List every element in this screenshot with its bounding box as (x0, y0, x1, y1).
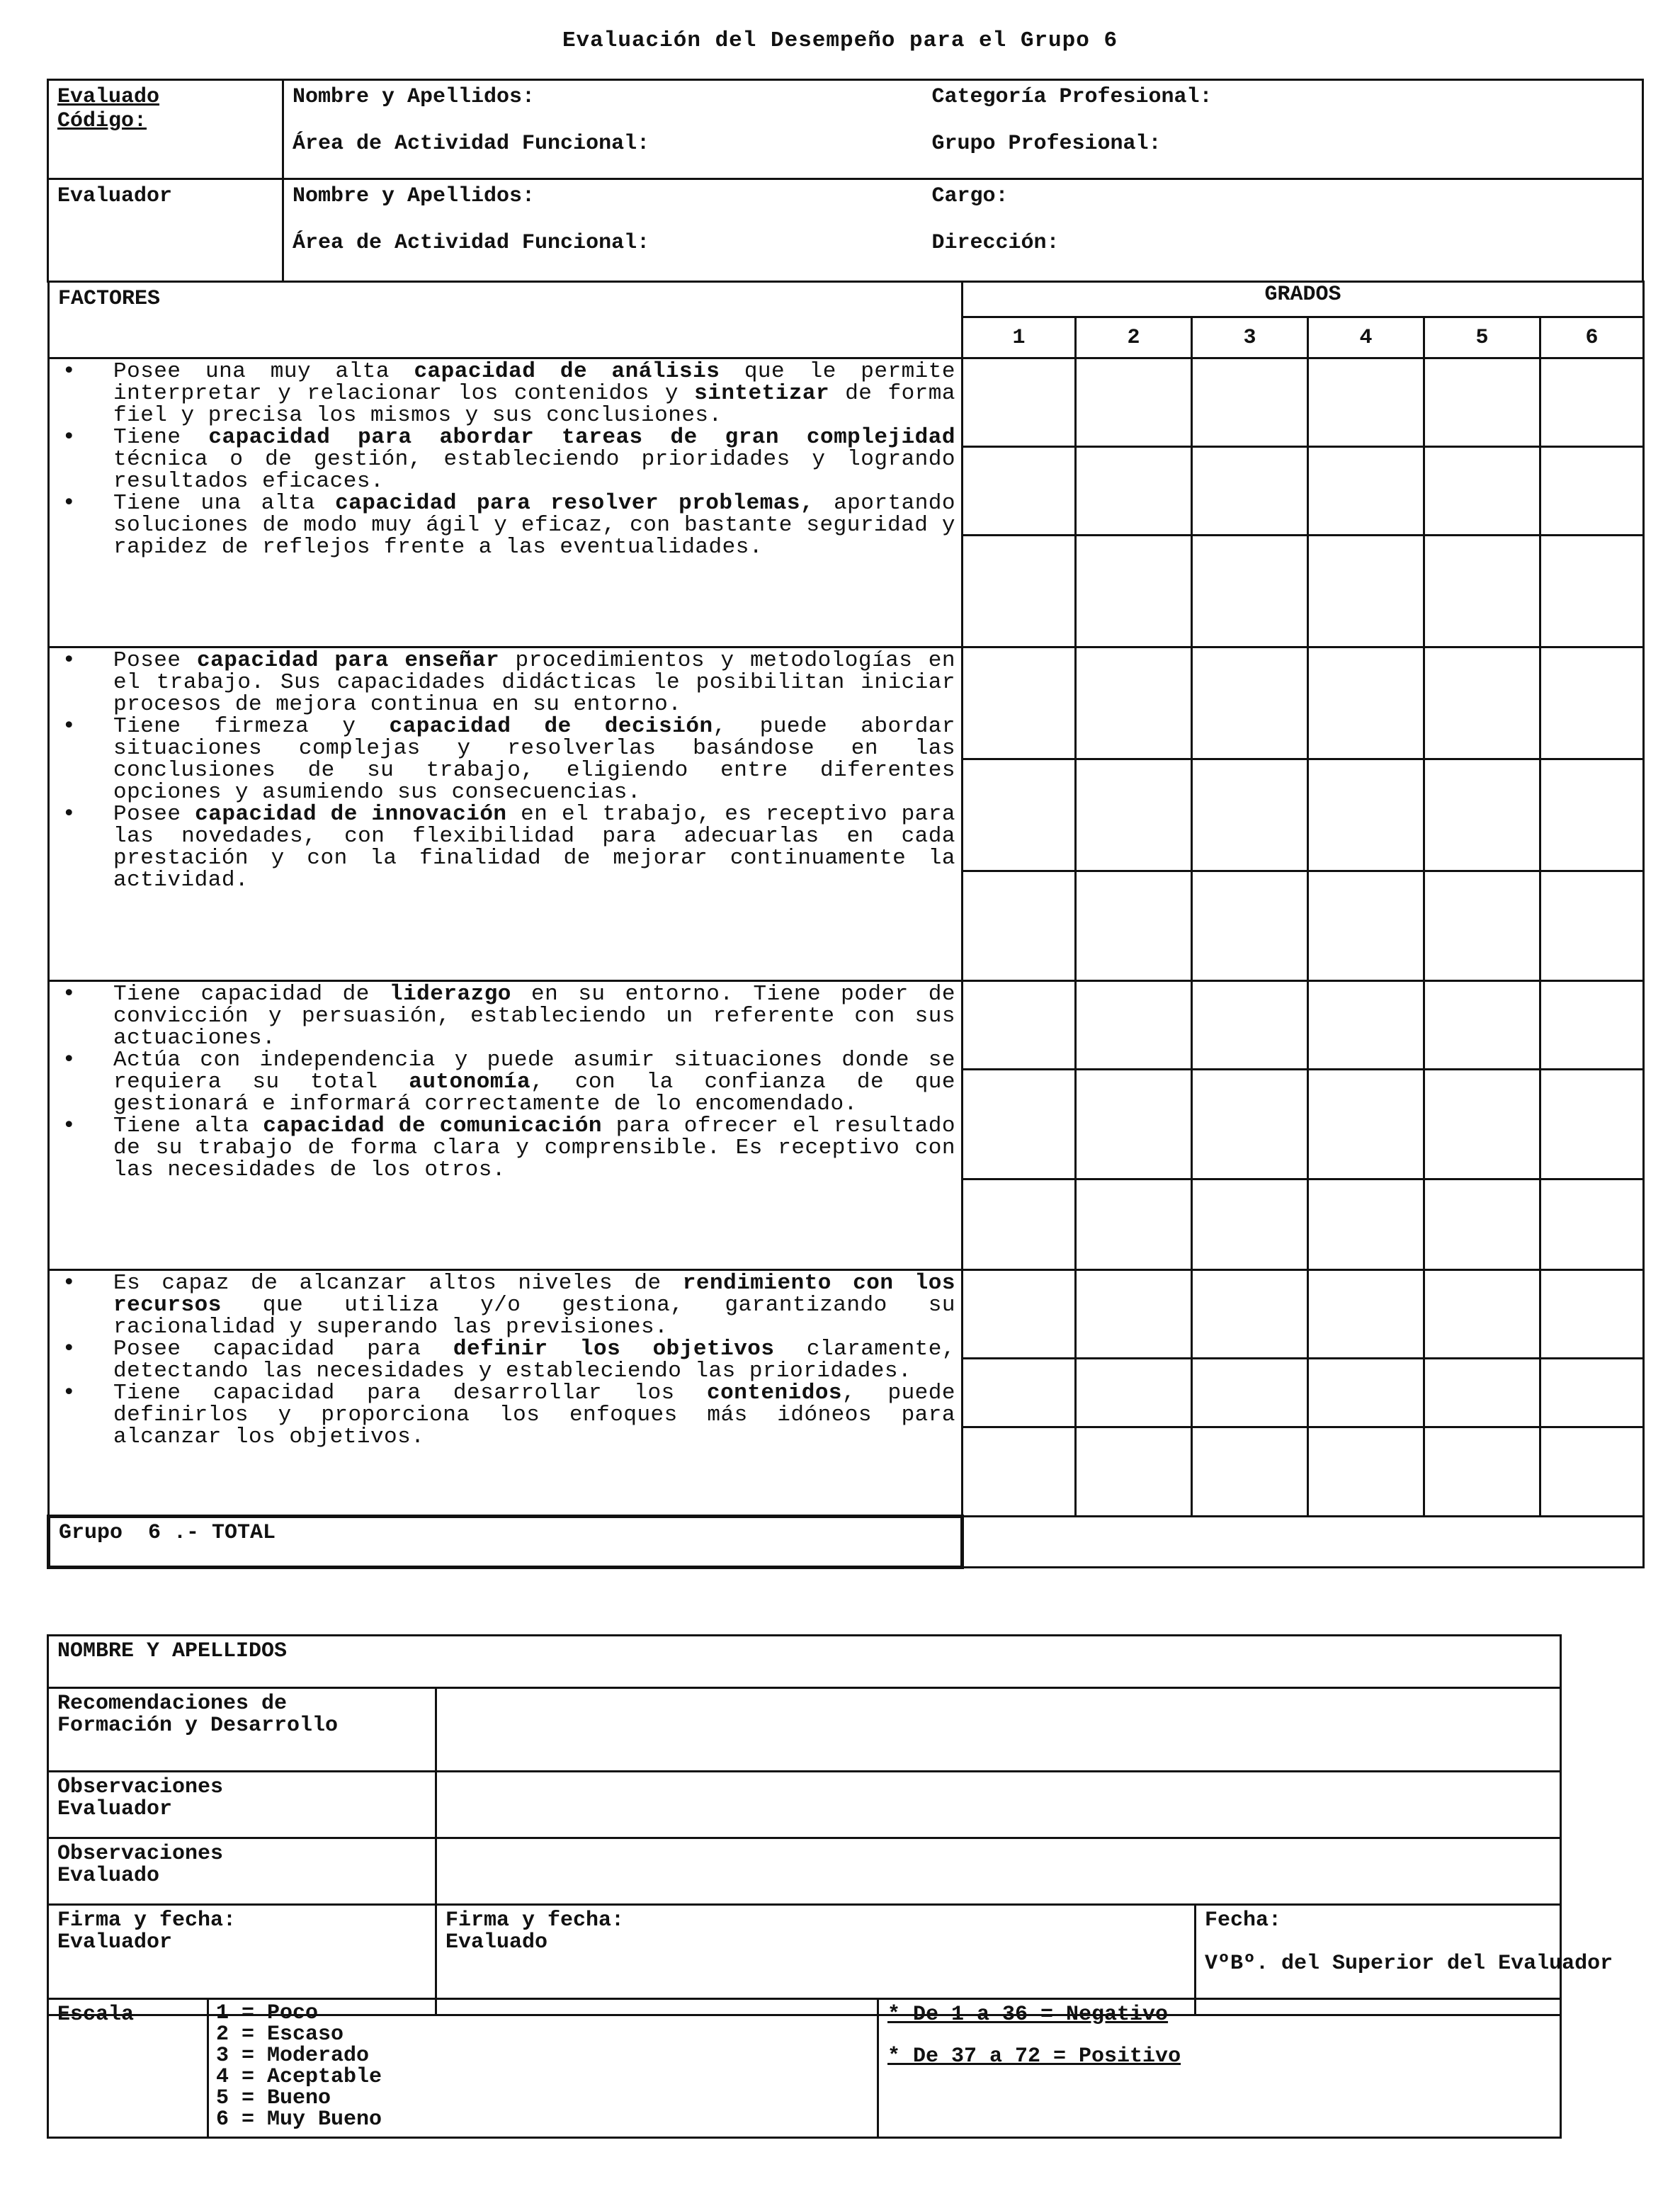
factor-text: , puede abordar situaciones complejas y resolverlas basándose en las conclusiones de su trabajo, eligiendo entre diferentes opciones y asumiendo sus consecuencias. (113, 714, 956, 805)
grade-cell-3[interactable] (1192, 1270, 1308, 1359)
factor-text: Tiene (113, 425, 209, 450)
grade-header-2: 2 (1076, 317, 1192, 358)
scale-item: 2 = Escaso (216, 2022, 344, 2047)
evaluado-left-fields (283, 80, 924, 179)
grade-cell-2[interactable] (1076, 981, 1192, 1070)
factor-text: Tiene alta (113, 1114, 263, 1138)
grade-cell-4[interactable] (1308, 447, 1424, 536)
factor-text: Es capaz de alcanzar altos niveles de (113, 1271, 683, 1296)
grade-cell-6[interactable] (1540, 871, 1644, 981)
grade-cell-5[interactable] (1424, 1270, 1540, 1359)
grade-cell-5[interactable] (1424, 447, 1540, 536)
grade-cell-5[interactable] (1424, 871, 1540, 981)
grade-cell-1[interactable] (963, 536, 1076, 647)
grade-header-5: 5 (1424, 317, 1540, 358)
scale-item: 3 = Moderado (216, 2044, 370, 2068)
factor-item (57, 1115, 955, 1181)
evaluador-cell (48, 179, 283, 282)
evaluador-left-fields (283, 179, 924, 282)
grade-cell-6[interactable] (1540, 981, 1644, 1070)
factor-item (57, 1338, 955, 1382)
grade-cell-2[interactable] (1076, 358, 1192, 447)
factor-group-cell (49, 1270, 963, 1517)
evaluador-cargo-label: Cargo: (931, 184, 1009, 208)
grade-cell-3[interactable] (1192, 759, 1308, 871)
factor-keyword: liderazgo (389, 982, 511, 1007)
factor-item (57, 715, 955, 803)
grade-header-6: 6 (1540, 317, 1644, 358)
grade-cell-4[interactable] (1308, 1070, 1424, 1179)
obs-evaluador-label-cell (48, 1772, 436, 1838)
firma-evaluador-sub: Evaluador (57, 1930, 173, 1954)
factor-text: Posee (113, 802, 195, 827)
factor-item (57, 1382, 955, 1448)
grade-cell-3[interactable] (1192, 1427, 1308, 1517)
grade-cell-3[interactable] (1192, 358, 1308, 447)
factor-text: claramente, detectando las necesidades y estableciendo las prioridades. (113, 1337, 955, 1384)
nombre-apellidos-row (48, 1636, 1561, 1688)
recomendaciones-label: Recomendaciones de Formación y Desarrollo (57, 1692, 339, 1738)
grade-cell-4[interactable] (1308, 1179, 1424, 1270)
grade-cell-2[interactable] (1076, 1359, 1192, 1427)
factor-item (57, 426, 955, 492)
grade-cell-6[interactable] (1540, 1427, 1644, 1517)
escala-label-cell (48, 1999, 208, 2138)
factor-text: Posee capacidad para (113, 1337, 453, 1362)
grade-cell-4[interactable] (1308, 647, 1424, 759)
factor-keyword: capacidad de análisis (414, 359, 720, 384)
grade-cell-4[interactable] (1308, 358, 1424, 447)
firma-evaluador-label: Firma y fecha: (57, 1908, 237, 1933)
grade-cell-3[interactable] (1192, 536, 1308, 647)
grade-cell-1[interactable] (963, 1270, 1076, 1359)
grade-cell-3[interactable] (1192, 447, 1308, 536)
factor-text: Tiene capacidad de (113, 982, 390, 1007)
factor-group-cell (49, 647, 963, 981)
factor-list (50, 650, 961, 891)
grade-cell-4[interactable] (1308, 759, 1424, 871)
factor-text: que le permite interpretar y relacionar los contenidos y (113, 359, 955, 406)
factor-keyword: capacidad de decisión (389, 714, 713, 739)
obs-evaluador-field[interactable] (436, 1772, 1561, 1838)
factor-text: en el trabajo, es receptivo para las novedades, con flexibilidad para adecuarlas en cada prestación y con la finalidad de mejorar continuamente la actividad. (113, 802, 955, 893)
factor-item (57, 1272, 955, 1338)
factor-text: , con la confianza de que gestionará e informará correctamente de lo encomendado. (113, 1070, 955, 1116)
recomendaciones-label-cell (48, 1688, 436, 1772)
grade-cell-1[interactable] (963, 871, 1076, 981)
grade-cell-6[interactable] (1540, 536, 1644, 647)
factor-text: Actúa con independencia y puede asumir situaciones donde se requiera su total (113, 1048, 955, 1094)
grade-cell-2[interactable] (1076, 1179, 1192, 1270)
factor-item (57, 803, 955, 891)
factor-keyword: capacidad para enseñar (197, 648, 500, 673)
evaluado-nombre-label: Nombre y Apellidos: (293, 85, 535, 109)
factor-keyword: sintetizar (694, 381, 830, 406)
factor-item (57, 650, 955, 715)
result-positive: * De 37 a 72 = Positivo (887, 2044, 1181, 2069)
grados-header (963, 282, 1644, 317)
factors-table (47, 281, 1645, 1569)
recomendaciones-field[interactable] (436, 1688, 1561, 1772)
grade-cell-1[interactable] (963, 1179, 1076, 1270)
factor-text: técnica o de gestión, estableciendo prioridades y logrando resultados eficaces. (113, 447, 955, 494)
grade-header-3: 3 (1192, 317, 1308, 358)
grade-header-4: 4 (1308, 317, 1424, 358)
grade-cell-1[interactable] (963, 1359, 1076, 1427)
grade-cell-4[interactable] (1308, 871, 1424, 981)
vb-label: VºBº. del Superior del Evaluador (1205, 1952, 1613, 1976)
grade-cell-1[interactable] (963, 1070, 1076, 1179)
scale-item: 6 = Muy Bueno (216, 2107, 382, 2132)
obs-evaluador-label: Observaciones Evaluador (57, 1775, 224, 1821)
factor-text: en su entorno. Tiene poder de convicción y persuasión, estableciendo un referente con sus actuaciones. (113, 982, 955, 1051)
factor-list (50, 983, 961, 1181)
header-table (47, 79, 1644, 283)
evaluado-area-label: Área de Actividad Funcional: (293, 132, 650, 156)
nombre-apellidos-label: NOMBRE Y APELLIDOS (57, 1639, 288, 1663)
firma-evaluado-sub: Evaluado (445, 1930, 548, 1954)
grade-cell-6[interactable] (1540, 1179, 1644, 1270)
evaluado-cell (48, 80, 283, 179)
factor-item (57, 492, 955, 558)
evaluador-area-label: Área de Actividad Funcional: (293, 231, 650, 255)
result-cell (878, 1999, 1561, 2138)
grados-label: GRADOS (1264, 283, 1341, 307)
grade-cell-3[interactable] (1192, 1070, 1308, 1179)
scale-list (216, 2003, 870, 2130)
evaluador-nombre-label: Nombre y Apellidos: (293, 184, 535, 208)
scale-item: 1 = Poco (216, 2001, 319, 2025)
grade-cell-5[interactable] (1424, 981, 1540, 1070)
grade-cell-3[interactable] (1192, 647, 1308, 759)
escala-label: Escala (57, 2003, 135, 2027)
grade-cell-1[interactable] (963, 981, 1076, 1070)
grade-cell-2[interactable] (1076, 1270, 1192, 1359)
total-label-cell (49, 1517, 963, 1568)
factor-list (50, 361, 961, 558)
page-title: Evaluación del Desempeño para el Grupo 6 (562, 28, 1118, 53)
scale-item: 4 = Aceptable (216, 2065, 382, 2089)
factor-keyword: rendimiento con los recursos (113, 1271, 955, 1318)
evaluado-grupo-label: Grupo Profesional: (931, 132, 1162, 156)
grade-cell-6[interactable] (1540, 447, 1644, 536)
grade-cell-1[interactable] (963, 358, 1076, 447)
evaluado-label: Evaluado Código: (57, 85, 160, 133)
grade-cell-2[interactable] (1076, 759, 1192, 871)
fecha-label: Fecha: (1205, 1908, 1282, 1933)
factores-label: FACTORES (58, 287, 161, 311)
result-negative: * De 1 a 36 = Negativo (887, 2003, 1169, 2027)
grade-cell-3[interactable] (1192, 981, 1308, 1070)
grade-cell-4[interactable] (1308, 536, 1424, 647)
factor-keyword: capacidad de innovación (195, 802, 507, 827)
factor-row (49, 647, 1644, 759)
evaluador-right-fields (924, 179, 1643, 282)
factor-keyword: autonomía (409, 1070, 531, 1094)
grade-cell-1[interactable] (963, 759, 1076, 871)
factor-list (50, 1272, 961, 1448)
factor-row (49, 981, 1644, 1070)
grade-cell-2[interactable] (1076, 1070, 1192, 1179)
grade-cell-3[interactable] (1192, 871, 1308, 981)
grade-cell-6[interactable] (1540, 1270, 1644, 1359)
factor-text: , puede definirlos y proporciona los enfoques más idóneos para alcanzar los objetivos. (113, 1381, 955, 1449)
firma-evaluado-label: Firma y fecha: (445, 1908, 625, 1933)
grade-cell-2[interactable] (1076, 647, 1192, 759)
grade-cell-6[interactable] (1540, 647, 1644, 759)
factor-keyword: capacidad de comunicación (263, 1114, 603, 1138)
evaluador-label: Evaluador (57, 184, 173, 208)
grade-cell-2[interactable] (1076, 1427, 1192, 1517)
factor-group-cell (49, 981, 963, 1270)
evaluador-direccion-label: Dirección: (931, 231, 1060, 255)
scale-item: 5 = Bueno (216, 2086, 331, 2110)
grade-cell-4[interactable] (1308, 1270, 1424, 1359)
grade-cell-4[interactable] (1308, 1359, 1424, 1427)
grade-cell-4[interactable] (1308, 1427, 1424, 1517)
factor-text: Posee una muy alta (113, 359, 414, 384)
grade-cell-2[interactable] (1076, 871, 1192, 981)
grade-cell-6[interactable] (1540, 759, 1644, 871)
factor-text: para ofrecer el resultado de su trabajo de forma clara y comprensible. Es receptivo con las necesidades de los otros. (113, 1114, 956, 1182)
factor-item (57, 983, 955, 1049)
evaluado-categoria-label: Categoría Profesional: (931, 85, 1213, 109)
total-value-field[interactable] (963, 1517, 1644, 1568)
grade-cell-2[interactable] (1076, 447, 1192, 536)
escala-table (47, 1998, 1562, 2139)
escala-values-cell (208, 1999, 878, 2138)
factor-text: que utiliza y/o gestiona, garantizando su racionalidad y superando las previsiones. (113, 1293, 955, 1340)
obs-evaluado-field[interactable] (436, 1838, 1561, 1905)
grade-cell-5[interactable] (1424, 1427, 1540, 1517)
factor-item (57, 361, 955, 426)
total-label: Grupo 6 .- TOTAL (59, 1521, 276, 1545)
factor-keyword: definir los objetivos (453, 1337, 775, 1362)
factor-text: Posee (113, 648, 198, 673)
grade-cell-5[interactable] (1424, 1070, 1540, 1179)
grade-cell-5[interactable] (1424, 536, 1540, 647)
grade-cell-6[interactable] (1540, 1359, 1644, 1427)
factor-text: procedimientos y metodologías en el trabajo. Sus capacidades didácticas le posibilitan iniciar procesos de mejora continua en su entorno. (113, 648, 955, 717)
grade-cell-1[interactable] (963, 447, 1076, 536)
grade-cell-5[interactable] (1424, 1179, 1540, 1270)
factor-row (49, 1270, 1644, 1359)
grade-cell-6[interactable] (1540, 358, 1644, 447)
grade-cell-5[interactable] (1424, 1359, 1540, 1427)
grade-cell-1[interactable] (963, 647, 1076, 759)
factor-text: Tiene una alta (113, 491, 336, 516)
factores-header (49, 282, 963, 358)
grade-cell-1[interactable] (963, 1427, 1076, 1517)
factor-group-cell (49, 358, 963, 647)
grade-cell-4[interactable] (1308, 981, 1424, 1070)
factor-text: Tiene capacidad para desarrollar los (113, 1381, 707, 1405)
factor-item (57, 1049, 955, 1115)
factor-text: aportando soluciones de modo muy ágil y eficaz, con bastante seguridad y rapidez de reflejos frente a las eventualidades. (113, 491, 955, 560)
factor-keyword: capacidad para resolver problemas, (335, 491, 815, 516)
factor-text: de forma fiel y precisa los mismos y sus conclusiones. (113, 381, 955, 428)
grade-cell-5[interactable] (1424, 647, 1540, 759)
factor-keyword: contenidos (707, 1381, 843, 1405)
grade-cell-6[interactable] (1540, 1070, 1644, 1179)
factor-row (49, 358, 1644, 447)
grade-cell-5[interactable] (1424, 358, 1540, 447)
evaluado-right-fields (924, 80, 1643, 179)
factor-text: Tiene firmeza y (113, 714, 390, 739)
summary-table (47, 1634, 1613, 2016)
grade-cell-3[interactable] (1192, 1359, 1308, 1427)
obs-evaluado-label-cell (48, 1838, 436, 1905)
grade-cell-2[interactable] (1076, 536, 1192, 647)
grade-cell-5[interactable] (1424, 759, 1540, 871)
grade-cell-3[interactable] (1192, 1179, 1308, 1270)
obs-evaluado-label: Observaciones Evaluado (57, 1842, 224, 1888)
factor-keyword: capacidad para abordar tareas de gran complejidad (208, 425, 955, 450)
total-row (49, 1517, 1644, 1568)
grade-header-1: 1 (963, 317, 1076, 358)
